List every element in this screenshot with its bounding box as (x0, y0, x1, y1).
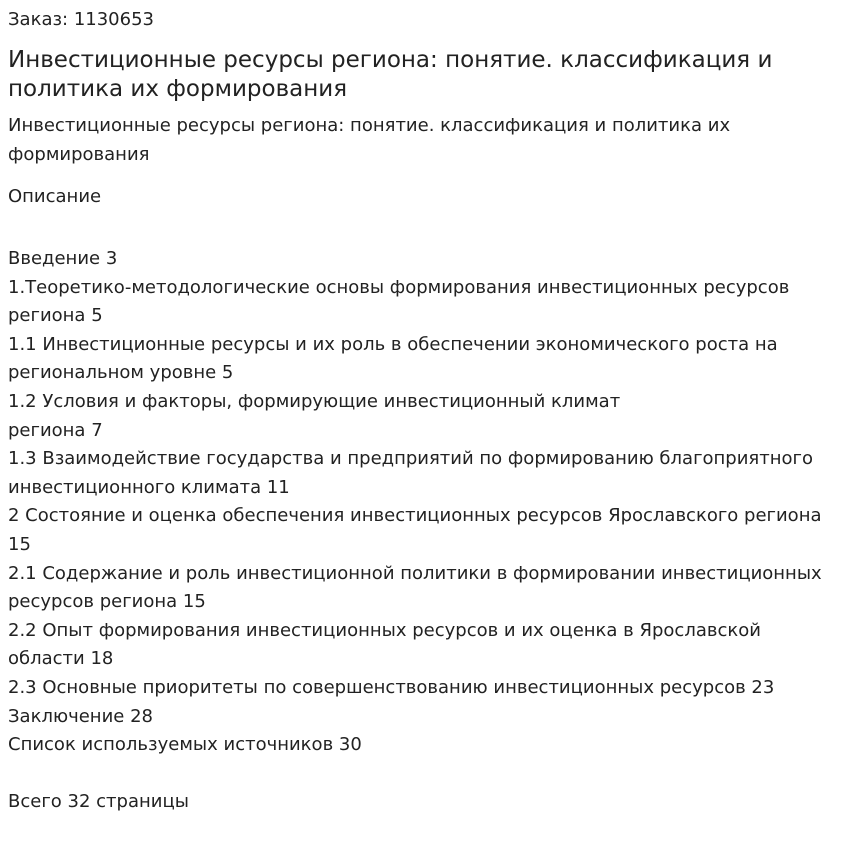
toc-item-section-1-2: 1.2 Условия и факторы, формирующие инвестиционный климат (8, 390, 621, 412)
toc-item-section-1-1: 1.1 Инвестиционные ресурсы и их роль в обеспечении экономического роста на региональном уровне 5 (8, 333, 778, 384)
order-number: Заказ: 1130653 (8, 9, 154, 30)
page-title: Инвестиционные ресурсы региона: понятие. классификация и политика их формирования (8, 47, 773, 102)
toc-item-section-1-3: 1.3 Взаимодействие государства и предприятий по формированию благоприятного инвестиционного климата 11 (8, 448, 813, 498)
table-of-contents (8, 245, 839, 760)
toc-item-chapter-2: 2 Состояние и оценка обеспечения инвестиционных ресурсов Ярославского региона 15 (8, 505, 822, 555)
toc-item-section-2-1: 2.1 Содержание и роль инвестиционной политики в формировании инвестиционных ресурсов региона 15 (8, 562, 822, 613)
toc-item-section-2-2: 2.2 Опыт формирования инвестиционных ресурсов и их оценка в Ярославской области 18 (8, 619, 761, 670)
description-heading: Описание (8, 186, 102, 207)
toc-item-conclusion: Заключение 28 (8, 705, 153, 727)
page-subtitle: Инвестиционные ресурсы региона: понятие. классификация и политика их формирования (8, 115, 731, 165)
toc-item-section-2-3: 2.3 Основные приоритеты по совершенствованию инвестиционных ресурсов 23 (8, 676, 775, 698)
toc-item-chapter-1: 1.Теоретико-методологические основы формирования инвестиционных ресурсов региона 5 (8, 276, 790, 327)
toc-item-introduction: Введение 3 (8, 248, 118, 269)
toc-item-section-1-2-continued: региона 7 (8, 419, 103, 441)
total-pages: Всего 32 страницы (8, 791, 189, 813)
toc-item-references: Список используемых источников 30 (8, 734, 362, 756)
